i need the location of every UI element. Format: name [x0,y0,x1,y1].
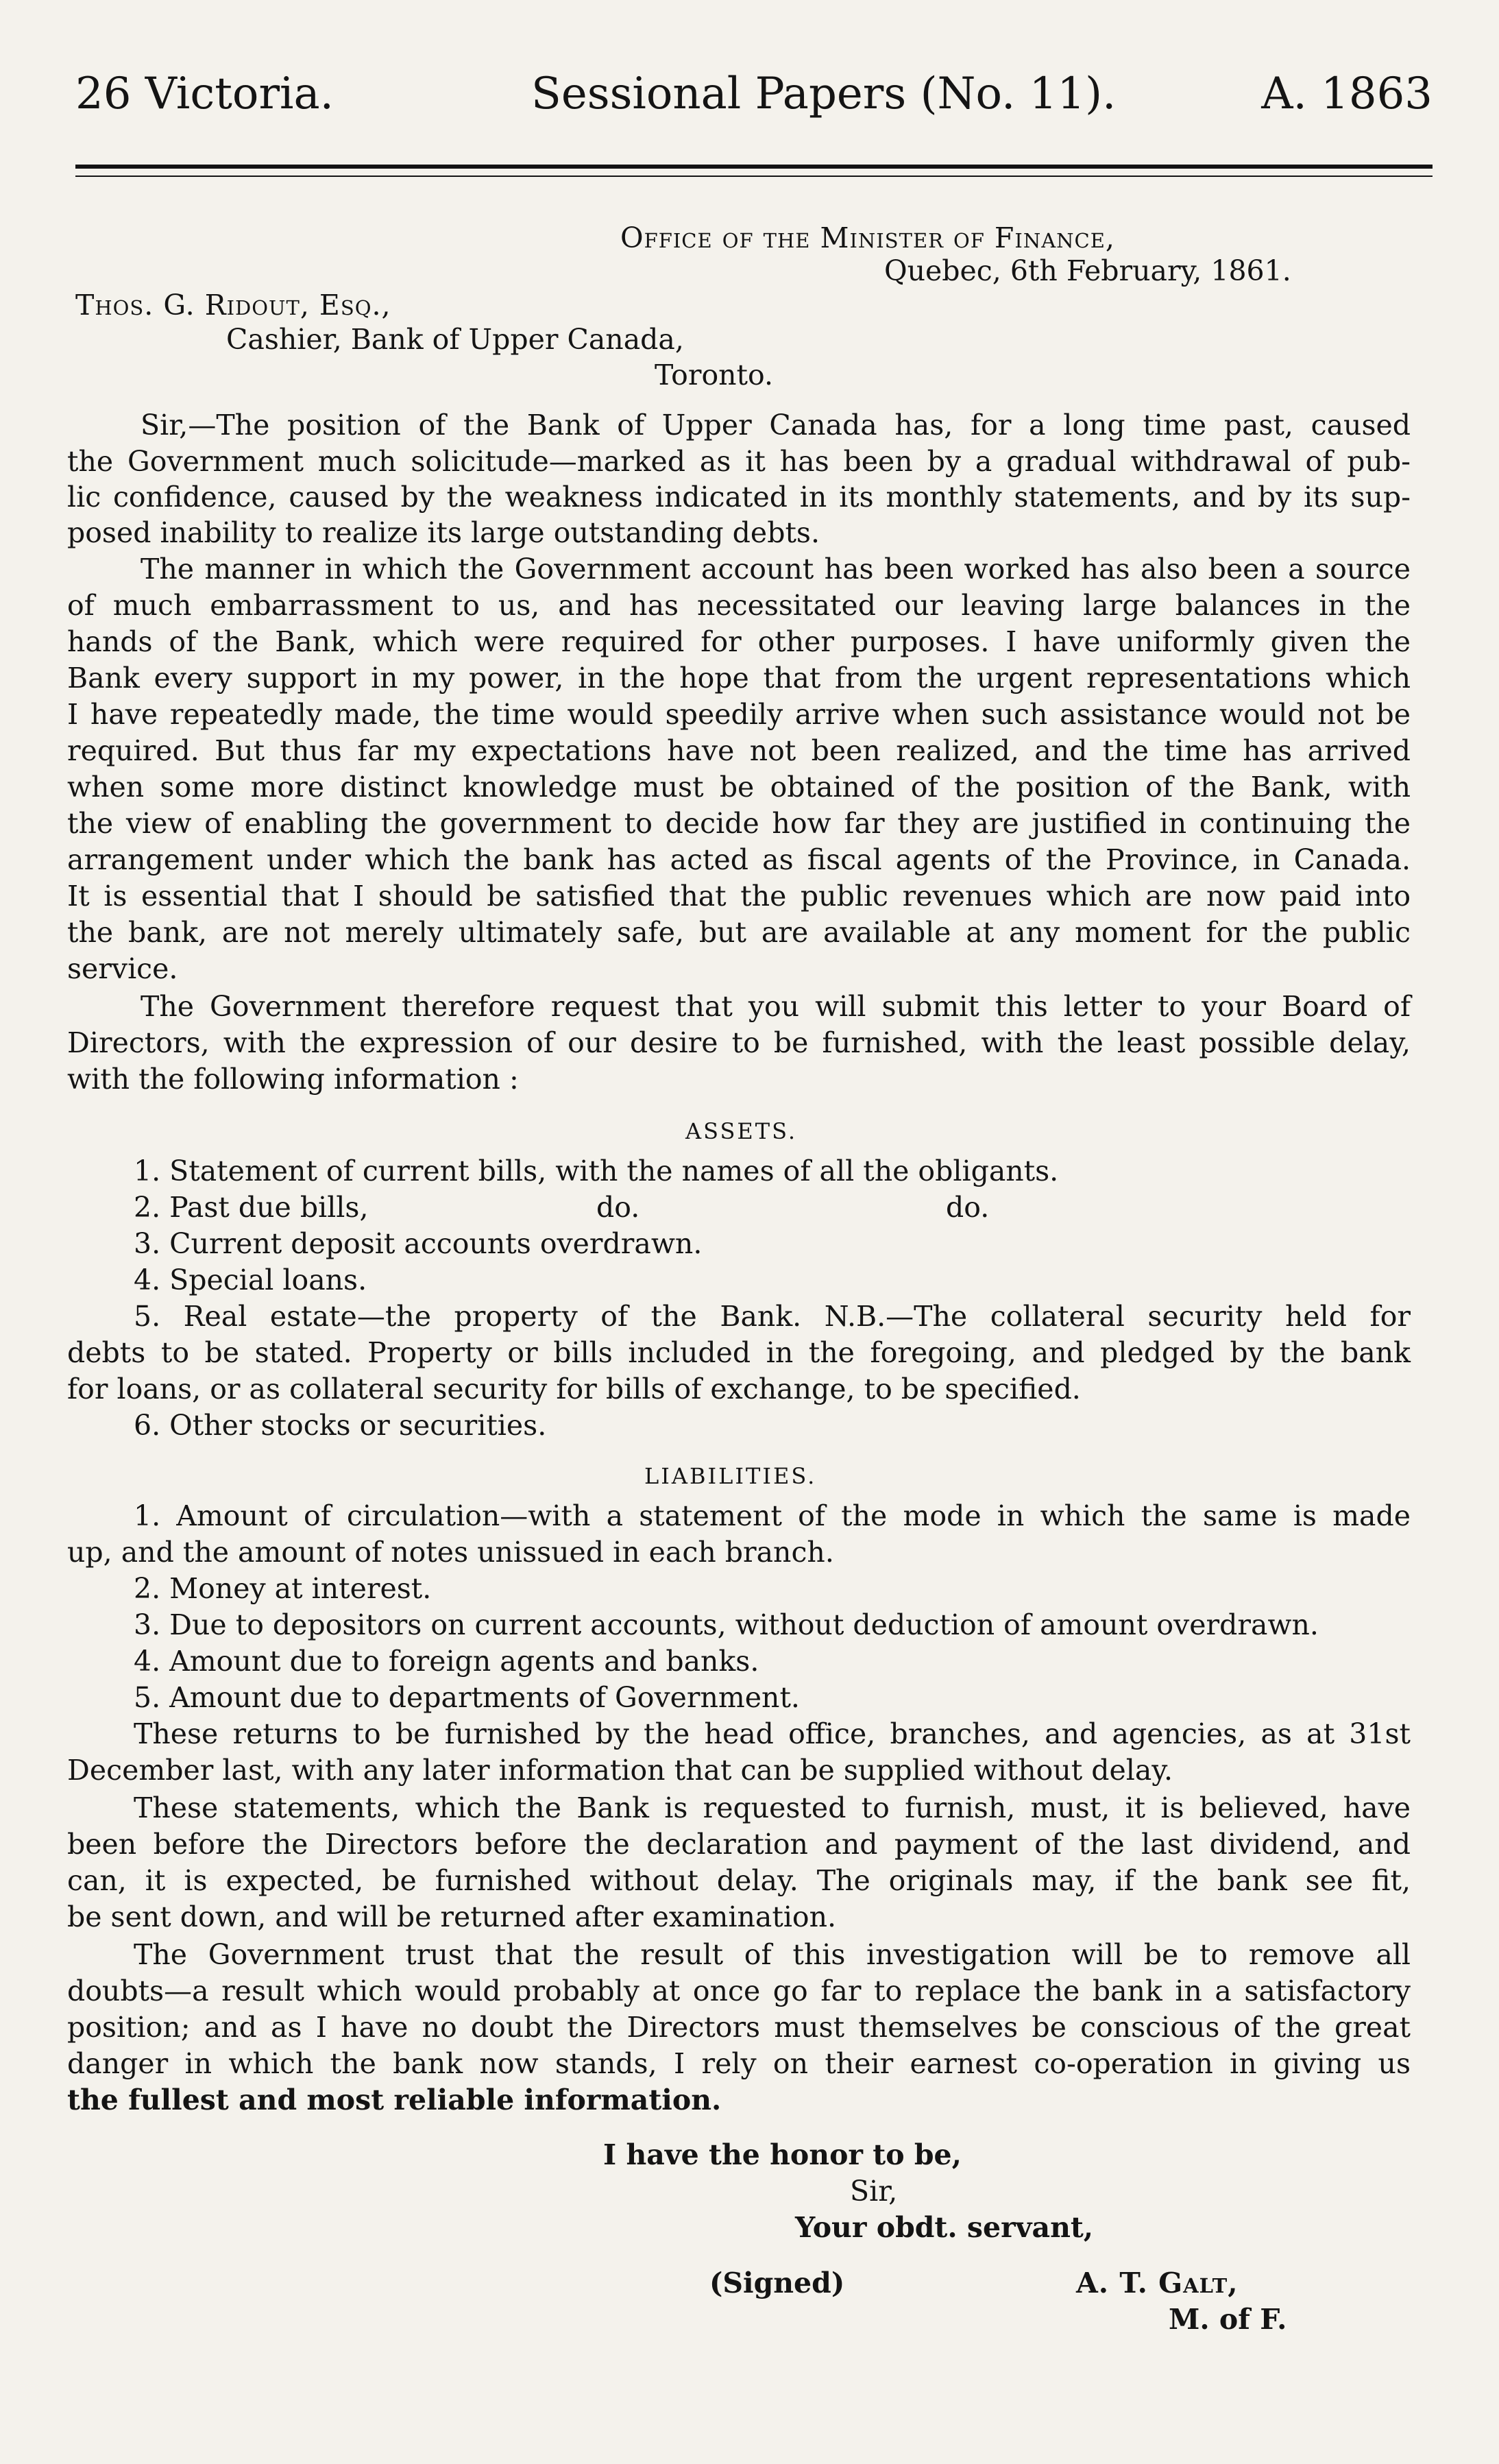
para6-line5: the fullest and most reliable information. [67,2083,722,2116]
addressee-name: Thos. G. Ridout, Esq., [75,289,391,322]
header-rule-thick [75,165,1433,169]
para4-line2: December last, with any later information that can be supplied without delay. [67,1754,1173,1787]
assets-item-6: 6. Other stocks or securities. [134,1409,547,1442]
para6-line1: The Government trust that the result of this investigation will be to remove all [134,1938,1411,1971]
para6-line3: position; and as I have no doubt the Directors must themselves be conscious of the great [67,2011,1411,2044]
assets-item-3: 3. Current deposit accounts overdrawn. [134,1227,703,1260]
liabilities-item-5: 5. Amount due to departments of Government. [134,1681,800,1714]
liabilities-item-2: 2. Money at interest. [134,1572,432,1605]
closing-line2: Sir, [850,2175,898,2208]
assets-item-2-ditto-1: do. [596,1191,640,1224]
signer-title: M. of F. [1169,2303,1287,2336]
office-line: Office of the Minister of Finance, [620,221,1115,254]
header-rule-thin [75,176,1433,177]
para3-line2: Directors, with the expression of our desire to be furnished, with the least possible delay, [67,1026,1411,1059]
place-date: Quebec, 6th February, 1861. [884,254,1291,287]
para2-line5: I have repeatedly made, the time would speedily arrive when such assistance would not be [67,698,1411,731]
para5-line4: be sent down, and will be returned after examination. [67,1900,837,1933]
assets-item-5-line3: for loans, or as collateral security for bills of exchange, to be specified. [67,1373,1081,1405]
para2-line3: hands of the Bank, which were required for other purposes. I have uniformly given the [67,625,1411,658]
assets-item-5-line1: 5. Real estate—the property of the Bank. N.B.—The collateral security held for [134,1300,1411,1333]
signed-label: (Signed) [709,2267,845,2299]
para1-line1: Sir,—The position of the Bank of Upper Canada has, for a long time past, caused [141,409,1411,442]
assets-heading: ASSETS. [685,1118,798,1144]
para5-line3: can, it is expected, be furnished without delay. The originals may, if the bank see fit, [67,1864,1411,1897]
para5-line2: been before the Directors before the declaration and payment of the last dividend, and [67,1828,1411,1861]
para2-line6: required. But thus far my expectations have not been realized, and the time has arrived [67,734,1411,767]
para2-line10: It is essential that I should be satisfied that the public revenues which are now paid into [67,880,1411,913]
para3-line3: with the following information : [67,1063,519,1096]
liabilities-heading: LIABILITIES. [644,1463,817,1489]
assets-item-1: 1. Statement of current bills, with the names of all the obligants. [134,1155,1059,1187]
liabilities-item-3: 3. Due to depositors on current accounts, without deduction of amount overdrawn. [134,1608,1319,1641]
para1-line2: the Government much solicitude—marked as it has been by a gradual withdrawal of pub- [67,445,1411,478]
para1-line4: posed inability to realize its large outstanding debts. [67,516,820,549]
para2-line1: The manner in which the Government account has been worked has also been a source [141,553,1411,585]
assets-item-2-ditto-2: do. [946,1191,990,1224]
para2-line9: arrangement under which the bank has acted as fiscal agents of the Province, in Canada. [67,843,1411,876]
addressee-city: Toronto. [655,359,774,391]
para4-line1: These returns to be furnished by the head office, branches, and agencies, as at 31st [134,1717,1411,1750]
para2-line12: service. [67,952,178,985]
para6-line4: danger in which the bank now stands, I rely on their earnest co-operation in giving us [67,2047,1411,2080]
signer-name: A. T. Galt, [1076,2267,1239,2299]
closing-line1: I have the honor to be, [603,2138,962,2171]
para6-line2: doubts—a result which would probably at once go far to replace the bank in a satisfactory [67,1974,1411,2007]
para1-line3: lic confidence, caused by the weakness indicated in its monthly statements, and by its sup- [67,481,1411,514]
liabilities-item-1-line1: 1. Amount of circulation—with a statement of the mode in which the same is made [134,1499,1411,1532]
assets-item-5-line2: debts to be stated. Property or bills included in the foregoing, and pledged by the bank [67,1336,1411,1369]
header-session: 26 Victoria. [75,69,334,119]
page-header [75,69,1433,144]
para2-line7: when some more distinct knowledge must be obtained of the position of the Bank, with [67,771,1411,804]
liabilities-item-1-line2: up, and the amount of notes unissued in each branch. [67,1536,834,1569]
addressee-title: Cashier, Bank of Upper Canada, [226,323,684,356]
para2-line11: the bank, are not merely ultimately safe, but are available at any moment for the public [67,916,1411,949]
para2-line2: of much embarrassment to us, and has necessitated our leaving large balances in the [67,589,1411,622]
para2-line4: Bank every support in my power, in the hope that from the urgent representations which [67,662,1411,694]
assets-item-2-label: 2. Past due bills, [134,1191,369,1224]
para3-line1: The Government therefore request that you will submit this letter to your Board of [141,990,1411,1023]
liabilities-item-4: 4. Amount due to foreign agents and banks. [134,1645,759,1678]
para5-line1: These statements, which the Bank is requested to furnish, must, it is believed, have [134,1791,1411,1824]
assets-item-4: 4. Special loans. [134,1264,367,1296]
header-title: Sessional Papers (No. 11). [531,69,1117,119]
header-year: A. 1863 [1261,69,1433,119]
closing-line3: Your obdt. servant, [795,2211,1094,2244]
para2-line8: the view of enabling the government to decide how far they are justified in continuing the [67,807,1411,840]
